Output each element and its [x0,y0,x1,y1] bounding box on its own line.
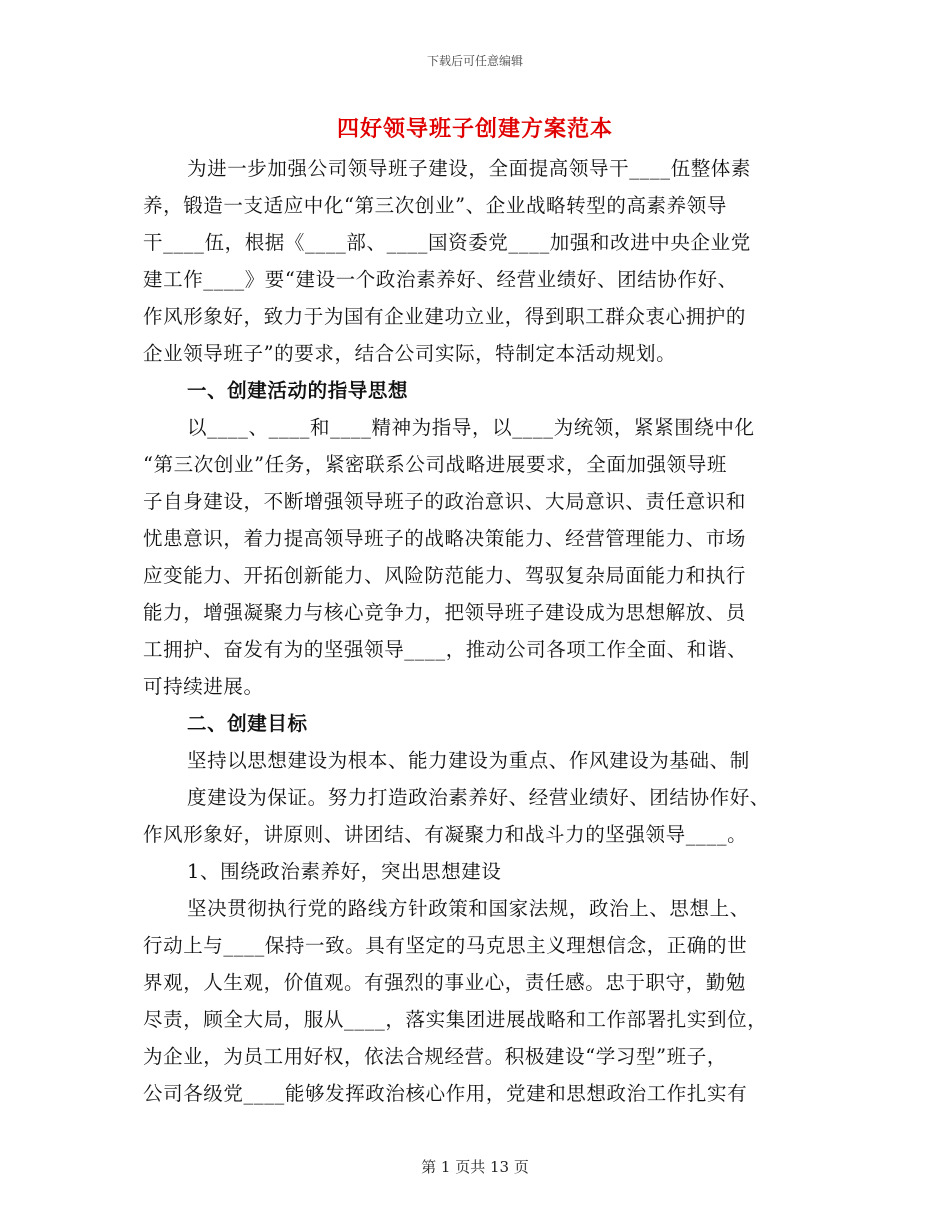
document-title: 四好领导班子创建方案范本 [336,116,613,142]
text-line: 可持续进展。 [143,675,264,698]
text-line: 坚持以思想建设为根本、能力建设为重点、作风建设为基础、制 [187,749,750,772]
text-line: 子自身建设，不断增强领导班子的政治意识、大局意识、责任意识和 [143,490,747,513]
text-line: 界观，人生观，价值观。有强烈的事业心，责任感。忠于职守，勤勉 [143,971,747,994]
text-line: 尽责，顾全大局，服从____，落实集团进展战略和工作部署扎实到位， [143,1008,768,1031]
section-heading: 二、创建目标 [187,712,308,735]
text-line: 企业领导班子”的要求，结合公司实际，特制定本活动规划。 [143,342,677,365]
text-line: 能力，增强凝聚力与核心竞争力，把领导班子建设成为思想解放、员 [143,601,747,624]
text-line: 行动上与____保持一致。具有坚定的马克思主义理想信念，正确的世 [143,934,748,957]
text-line: 为进一步加强公司领导班子建设，全面提高领导干____伍整体素 [187,157,752,180]
text-line: 坚决贯彻执行党的路线方针政策和国家法规，政治上、思想上、 [187,897,750,920]
text-line: 公司各级党____能够发挥政治核心作用，党建和思想政治工作扎实有 [143,1082,748,1105]
text-line: 为企业，为员工用好权，依法合规经营。积极建设“学习型”班子， [143,1045,727,1068]
text-line: 建工作____》要“建设一个政治素养好、经营业绩好、团结协作好、 [143,268,738,291]
text-line: 干____伍，根据《____部、____国资委党____加强和改进中央企业党 [143,231,751,254]
page-number: 第 1 页共 13 页 [421,1158,529,1176]
text-line: 作风形象好，致力于为国有企业建功立业，得到职工群众衷心拥护的 [143,305,747,328]
text-line: 忧患意识，着力提高领导班子的战略决策能力、经营管理能力、市场 [143,527,747,550]
text-line: 度建设为保证。努力打造政治素养好、经营业绩好、团结协作好、 [187,786,770,809]
text-line: 1、围绕政治素养好，突出思想建设 [187,860,502,883]
text-line: 以____、____和____精神为指导，以____为统领，紧紧围绕中化 [187,416,755,439]
header-note: 下载后可任意编辑 [426,54,523,68]
document-body [143,150,810,1112]
text-line: 作风形象好，讲原则、讲团结、有凝聚力和战斗力的坚强领导____。 [143,823,748,846]
text-line: 工拥护、奋发有为的坚强领导____，推动公司各项工作全面、和谐、 [143,638,748,661]
text-line: “第三次创业”任务，紧密联系公司战略进展要求，全面加强领导班 [143,453,727,476]
section-heading: 一、创建活动的指导思想 [187,379,409,402]
text-line: 养，锻造一支适应中化“第三次创业”、企业战略转型的高素养领导 [143,194,727,217]
text-line: 应变能力、开拓创新能力、风险防范能力、驾驭复杂局面能力和执行 [143,564,747,587]
